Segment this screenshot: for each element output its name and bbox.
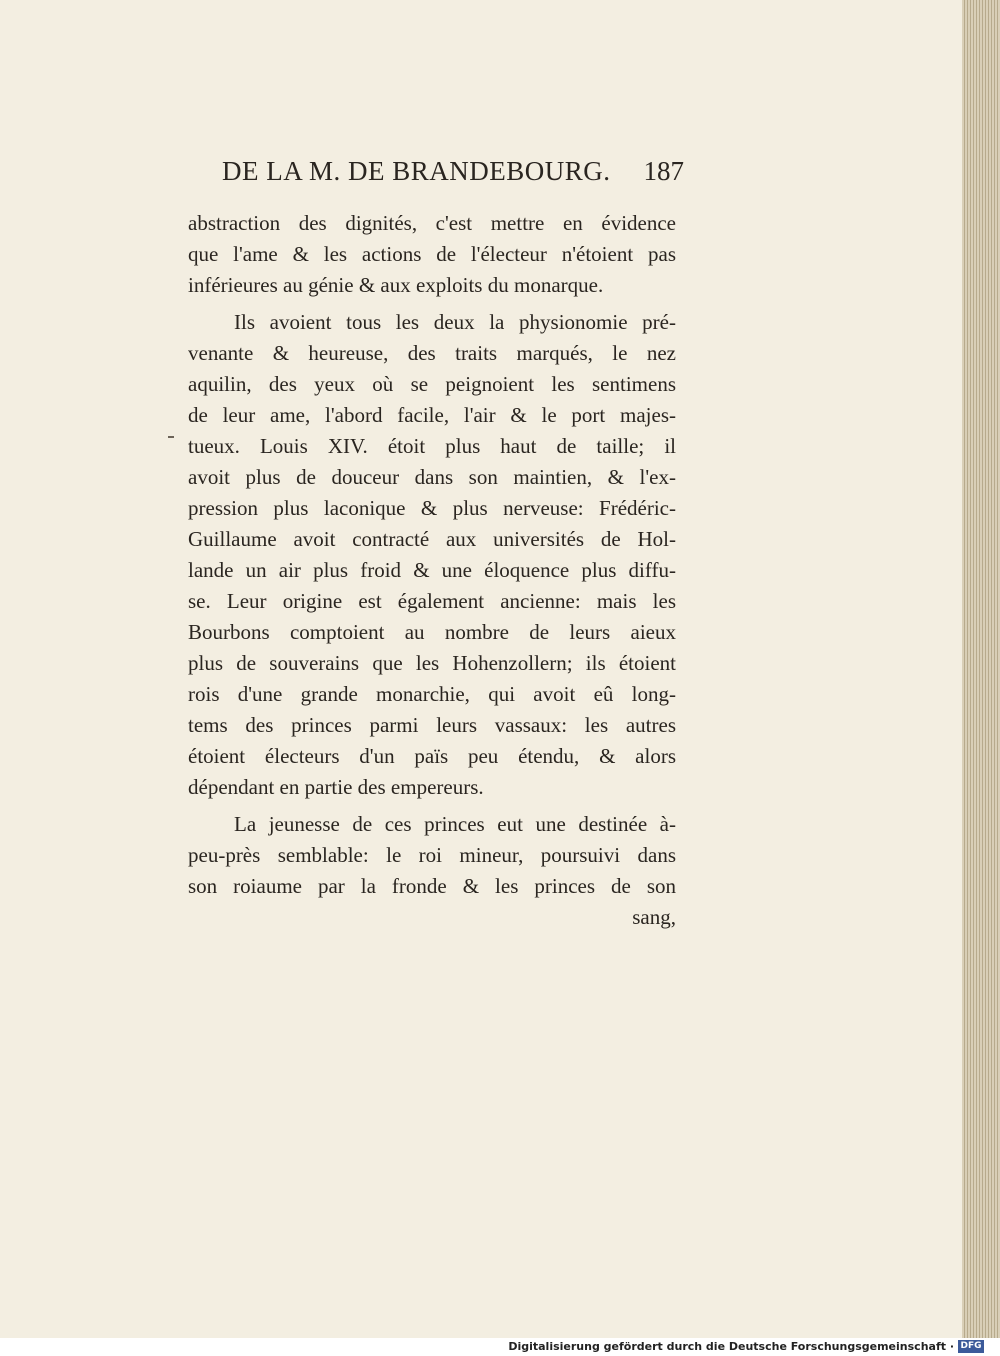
- page-number: 187: [643, 156, 684, 186]
- page-edge: [962, 0, 1000, 1338]
- text-line: Bourbons comptoient au nombre de leurs aieux: [188, 620, 676, 644]
- text-line: inférieures au génie & aux exploits du monarque.: [188, 273, 604, 297]
- text-line: son roiaume par la fronde & les princes de son: [188, 874, 676, 898]
- text-line: rois d'une grande monarchie, qui avoit eû long-: [188, 682, 676, 706]
- text-line: lande un air plus froid & une éloquence plus diffu-: [188, 558, 676, 582]
- margin-mark: [168, 436, 174, 438]
- running-title: DE LA M. DE BRANDEBOURG.: [222, 156, 611, 186]
- text-line: Guillaume avoit contracté aux universités de Hol-: [188, 527, 676, 551]
- paragraph-2: [188, 307, 676, 803]
- paragraph-3: [188, 809, 676, 902]
- text-line: Ils avoient tous les deux la physionomie pré-: [234, 310, 676, 334]
- text-line: aquilin, des yeux où se peignoient les sentimens: [188, 372, 676, 396]
- dfg-logo-icon: DFG: [958, 1340, 984, 1353]
- text-line: dépendant en partie des empereurs.: [188, 775, 484, 799]
- text-line: La jeunesse de ces princes eut une destinée à-: [234, 812, 676, 836]
- text-line: se. Leur origine est également ancienne: mais les: [188, 589, 676, 613]
- text-line: venante & heureuse, des traits marqués, le nez: [188, 341, 676, 365]
- body-text: [188, 208, 676, 933]
- running-head: [222, 156, 684, 196]
- catchword: sang,: [632, 905, 676, 929]
- text-line: pression plus laconique & plus nerveuse: Frédéric-: [188, 496, 676, 520]
- text-line: tems des princes parmi leurs vassaux: les autres: [188, 713, 676, 737]
- text-line: plus de souverains que les Hohenzollern; ils étoient: [188, 651, 676, 675]
- text-line: abstraction des dignités, c'est mettre en évidence: [188, 211, 676, 235]
- text-line: que l'ame & les actions de l'électeur n'étoient pas: [188, 242, 676, 266]
- footer-credit: Digitalisierung gefördert durch die Deutsche Forschungsgemeinschaft ·: [508, 1340, 954, 1353]
- text-line: peu-près semblable: le roi mineur, poursuivi dans: [188, 843, 676, 867]
- text-line: de leur ame, l'abord facile, l'air & le port majes-: [188, 403, 676, 427]
- text-line: étoient électeurs d'un païs peu étendu, & alors: [188, 744, 676, 768]
- text-line: avoit plus de douceur dans son maintien, & l'ex-: [188, 465, 676, 489]
- text-line: tueux. Louis XIV. étoit plus haut de taille; il: [188, 434, 676, 458]
- paragraph-1: [188, 208, 676, 301]
